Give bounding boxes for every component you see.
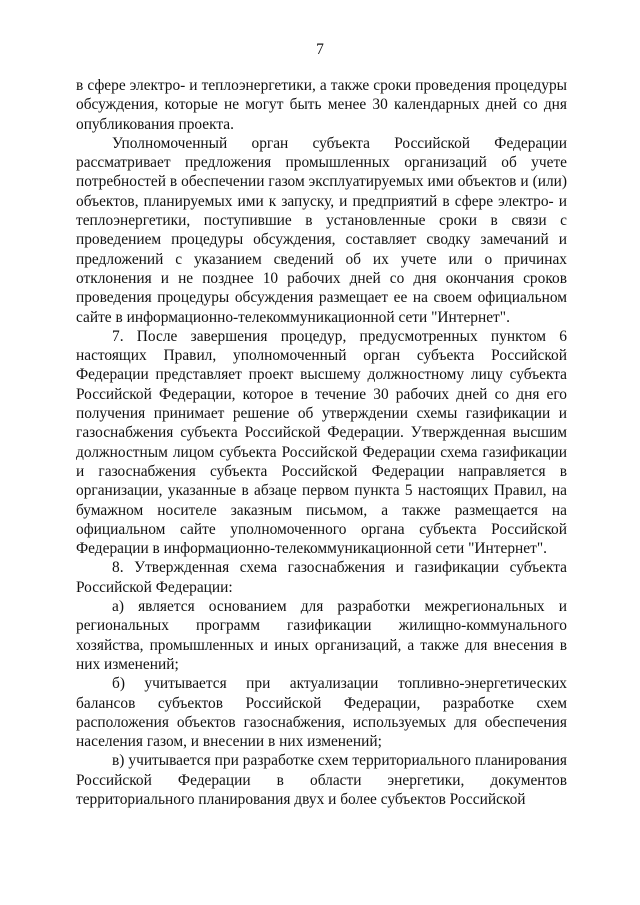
list-item-v: в) учитывается при разработке схем территориального планирования Российской Федерации в области энергетики, документов территориального планирования двух и более субъектов Российской	[76, 752, 567, 808]
paragraph-clause-7: 7. После завершения процедур, предусмотренных пунктом 6 настоящих Правил, уполномоченный орган субъекта Российской Федерации представляет проект высшему должностному лицу субъекта Российской Федерации, которое в течение 30 рабочих дней со дня его получения принимает решение об утверждении схемы газификации и газоснабжения субъекта Российской Федерации. Утвержденная высшим должностным лицом субъекта Российской Федерации схема газификации и газоснабжения субъекта Российской Федерации направляется в организации, указанные в абзаце первом пункта 5 настоящих Правил, на бумажном носителе заказным письмом, а также размещается на официальном сайте уполномоченного органа субъекта Российской Федерации в информационно-телекоммуникационной сети "Интернет".	[76, 327, 567, 558]
paragraph-clause-8: 8. Утвержденная схема газоснабжения и газификации субъекта Российской Федерации:	[76, 559, 567, 596]
page-number: 7	[316, 41, 324, 58]
list-item-b: б) учитывается при актуализации топливно-энергетических балансов субъектов Российской Федерации, разработке схем расположения объектов газоснабжения, используемых для обеспечения населения газом, и внесении в них изменений;	[76, 675, 567, 751]
paragraph-continuation: в сфере электро- и теплоэнергетики, а также сроки проведения процедуры обсуждения, которые не могут быть менее 30 календарных дней со дня опубликования проекта.	[76, 77, 567, 133]
document-body	[76, 76, 567, 809]
paragraph-authority-review: Уполномоченный орган субъекта Российской Федерации рассматривает предложения промышленных организаций об учете потребностей в обеспечении газом эксплуатируемых ими объектов и (или) объектов, планируемых ими к запуску, и предприятий в сфере электро- и теплоэнергетики, поступившие в установленные сроки в связи с проведением процедуры обсуждения, составляет сводку замечаний и предложений с указанием сведений об их учете или о причинах отклонения и не позднее 10 рабочих дней со дня окончания сроков проведения процедуры обсуждения размещает ее на своем официальном сайте в информационно-телекоммуникационной сети "Интернет".	[76, 134, 567, 326]
list-item-a: а) является основанием для разработки межрегиональных и региональных программ газификации жилищно-коммунального хозяйства, промышленных и иных организаций, а также для внесения в них изменений;	[76, 598, 567, 673]
